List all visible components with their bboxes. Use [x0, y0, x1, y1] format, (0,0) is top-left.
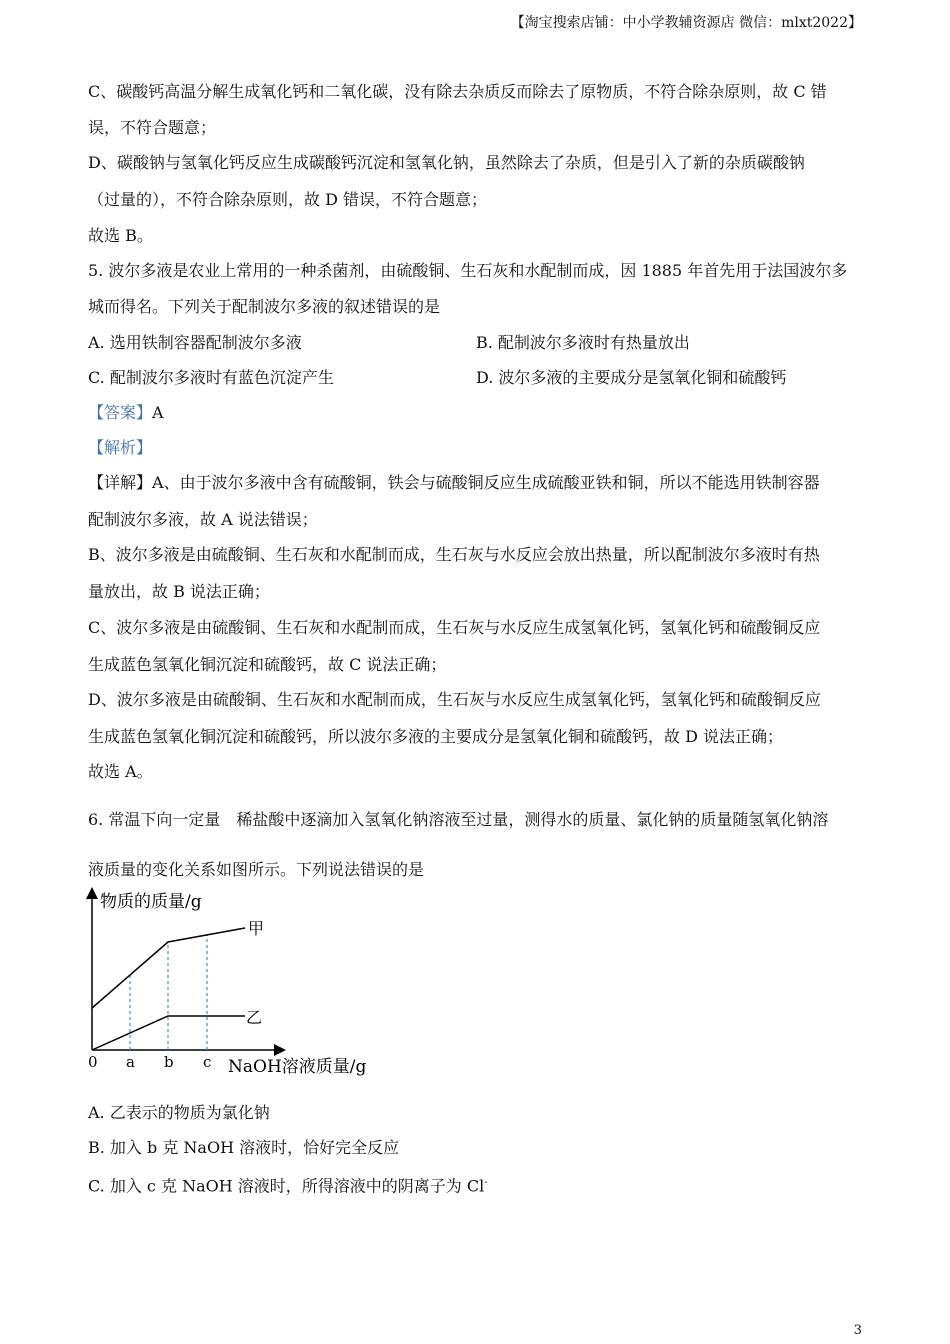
x-tick-b: b	[164, 1053, 174, 1071]
q5-analysis-label: 【解析】	[88, 438, 153, 457]
q6-stem-line1: 6. 常温下向一定量 稀盐酸中逐滴加入氢氧化钠溶液至过量，测得水的质量、氯化钠的质量随氢氧化钠溶	[88, 810, 829, 829]
q5-detail-c-line2: 生成蓝色氢氧化铜沉淀和硫酸钙，故 C 说法正确；	[88, 655, 447, 674]
q5-option-a: A. 选用铁制容器配制波尔多液	[88, 333, 302, 352]
page-number: 3	[853, 1323, 862, 1338]
q5-detail-c-line1: C、波尔多液是由硫酸铜、生石灰和水配制而成，生石灰与水反应生成氢氧化钙，氢氧化钙和硫酸铜反应	[88, 618, 821, 637]
detail-label: 【详解】	[88, 473, 153, 492]
x-tick-0: 0	[88, 1053, 98, 1071]
page-header: 【淘宝搜索店铺：中小学教辅资源店 微信：mlxt2022】	[510, 15, 862, 31]
detail-a-text: A、由于波尔多液中含有硫酸铜，铁会与硫酸铜反应生成硫酸亚铁和铜，所以不能选用铁制容器	[152, 473, 820, 492]
q6-chart	[80, 885, 380, 1085]
prev-c-line2: 误，不符合题意；	[88, 118, 217, 137]
x-tick-a: a	[126, 1053, 135, 1071]
q6-option-b: B. 加入 b 克 NaOH 溶液时，恰好完全反应	[88, 1138, 400, 1157]
series-yi-line	[92, 1016, 245, 1050]
q5-conclusion: 故选 A。	[88, 762, 153, 781]
prev-d-line1: D、碳酸钠与氢氧化钙反应生成碳酸钙沉淀和氢氧化钠，虽然除去了杂质，但是引入了新的杂质碳酸钠	[88, 153, 805, 172]
chloride-charge: -	[484, 1177, 488, 1188]
series-yi-label: 乙	[246, 1008, 263, 1027]
prev-c-line1: C、碳酸钙高温分解生成氧化钙和二氧化碳，没有除去杂质反而除去了原物质，不符合除杂原则，故 C 错	[88, 82, 827, 101]
prev-conclusion: 故选 B。	[88, 226, 153, 245]
answer-value: A	[152, 403, 164, 422]
q5-option-b: B. 配制波尔多液时有热量放出	[476, 333, 690, 352]
q5-detail-b-line2: 量放出，故 B 说法正确；	[88, 582, 270, 601]
q6-option-a: A. 乙表示的物质为氯化钠	[88, 1103, 270, 1122]
x-tick-c: c	[203, 1053, 212, 1071]
prev-d-line2: （过量的），不符合除杂原则，故 D 错误，不符合题意；	[88, 190, 488, 209]
q5-answer	[88, 403, 164, 423]
q5-detail-a-line2: 配制波尔多液，故 A 说法错误；	[88, 510, 318, 529]
q6-stem-line2: 液质量的变化关系如图所示。下列说法错误的是	[88, 860, 425, 879]
q5-stem-line1: 5. 波尔多液是农业上常用的一种杀菌剂，由硫酸铜、生石灰和水配制而成，因 1885 年首先用于法国波尔多	[88, 261, 848, 280]
q6-option-c-text: C. 加入 c 克 NaOH 溶液时，所得溶液中的阴离子为 Cl	[88, 1176, 485, 1196]
q5-option-d: D. 波尔多液的主要成分是氢氧化铜和硫酸钙	[476, 368, 787, 387]
q5-detail-d-line2: 生成蓝色氢氧化铜沉淀和硫酸钙，所以波尔多液的主要成分是氢氧化铜和硫酸钙，故 D 说法正确；	[88, 727, 784, 746]
q5-detail-d-line1: D、波尔多液是由硫酸铜、生石灰和水配制而成，生石灰与水反应生成氢氧化钙，氢氧化钙和硫酸铜反应	[88, 690, 821, 709]
q5-option-c: C. 配制波尔多液时有蓝色沉淀产生	[88, 368, 334, 387]
q5-stem-line2: 城而得名。下列关于配制波尔多液的叙述错误的是	[88, 297, 441, 316]
answer-label: 【答案】	[88, 403, 153, 422]
q6-option-c	[88, 1173, 488, 1196]
x-axis-label: NaOH溶液质量/g	[228, 1057, 367, 1077]
y-axis-label: 物质的质量/g	[100, 892, 202, 912]
series-jia-label: 甲	[248, 919, 265, 938]
q5-detail-a-line1	[88, 473, 820, 493]
q5-detail-b-line1: B、波尔多液是由硫酸铜、生石灰和水配制而成，生石灰与水反应会放出热量，所以配制波尔多液时有热	[88, 545, 820, 564]
